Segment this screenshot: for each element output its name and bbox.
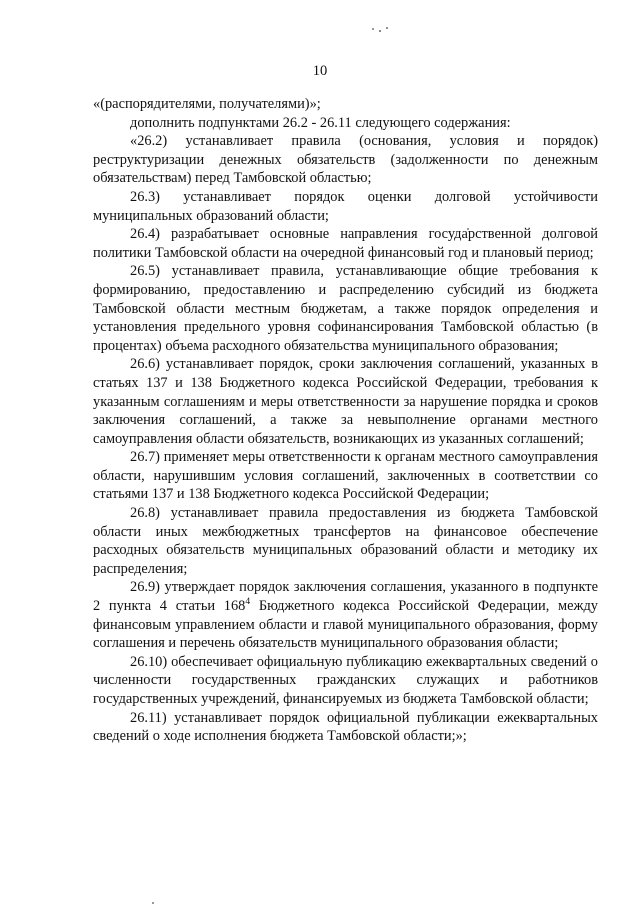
paragraph-26-5: 26.5) устанавливает правила, устанавливающие общие требования к формированию, предоставлению и распределению субсидий из бюджета Тамбовской области местным бюджетам, а также порядок определения и установления предельного уровня софинансирования Тамбовской областью (в процентах) объема расходного обязательства муниципального образования; <box>93 263 598 354</box>
page-number: 10 <box>312 63 328 79</box>
paragraph-26-7: 26.7) применяет меры ответственности к органам местного самоуправления области, нарушившим условия соглашений, заключенных в соответствии со статьями 137 и 138 Бюджетного кодекса Российской Федерации; <box>93 449 598 503</box>
paragraph: «(распорядителями, получателями)»; <box>93 96 321 112</box>
scan-speck <box>372 28 374 30</box>
scan-speck <box>152 902 154 904</box>
paragraph-26-4: 26.4) разрабатывает основные направления государственной долговой политики Тамбовской области на очередной финансовый год и плановый период; <box>93 226 598 261</box>
paragraph-text: Бюджетного кодекса Российской Федерации, между финансовым управлением области и главой муниципального образования, форму соглашения и перечень обязательств муниципального образования области; <box>93 598 598 652</box>
scan-speck <box>379 30 381 32</box>
paragraph-26-11: 26.11) устанавливает порядок официальной публикации ежеквартальных сведений о ходе исполнения бюджета Тамбовской области;»; <box>93 709 598 745</box>
scan-speck <box>386 27 388 29</box>
paragraph-26-9 <box>93 578 598 652</box>
document-body <box>93 95 598 746</box>
paragraph-26-2: «26.2) устанавливает правила (основания, условия и порядок) реструктуризации денежных обязательств (задолженности по денежным обязательствам) перед Тамбовской областью; <box>93 133 598 187</box>
paragraph-text: 26.9) утверждает порядок заключения соглашения, указанного в подпункте 2 пункта 4 статьи 168 <box>93 579 598 615</box>
superscript: 4 <box>245 597 251 608</box>
paragraph: дополнить подпунктами 26.2 - 26.11 следующего содержания: <box>130 114 511 131</box>
paragraph-26-3: 26.3) устанавливает порядок оценки долговой устойчивости муниципальных образований области; <box>93 188 598 224</box>
paragraph-26-6: 26.6) устанавливает порядок, сроки заключения соглашений, указанных в статьях 137 и 138 Бюджетного кодекса Российской Федерации, требования к указанным соглашениям и меры ответственности за нарушение порядка и сроков заключения соглашений, а также за невыполнение органами местного самоуправления области обязательств, возникающих из указанных соглашений; <box>93 356 598 447</box>
paragraph-26-10: 26.10) обеспечивает официальную публикацию ежеквартальных сведений о численности государственных гражданских служащих и работников государственных учреждений, финансируемых из бюджета Тамбовской области; <box>93 653 598 707</box>
paragraph-26-8: 26.8) устанавливает правила предоставления из бюджета Тамбовской области иных межбюджетных трансфертов на финансовое обеспечение расходных обязательств муниципальных образований области и методику их распределения; <box>93 505 598 577</box>
